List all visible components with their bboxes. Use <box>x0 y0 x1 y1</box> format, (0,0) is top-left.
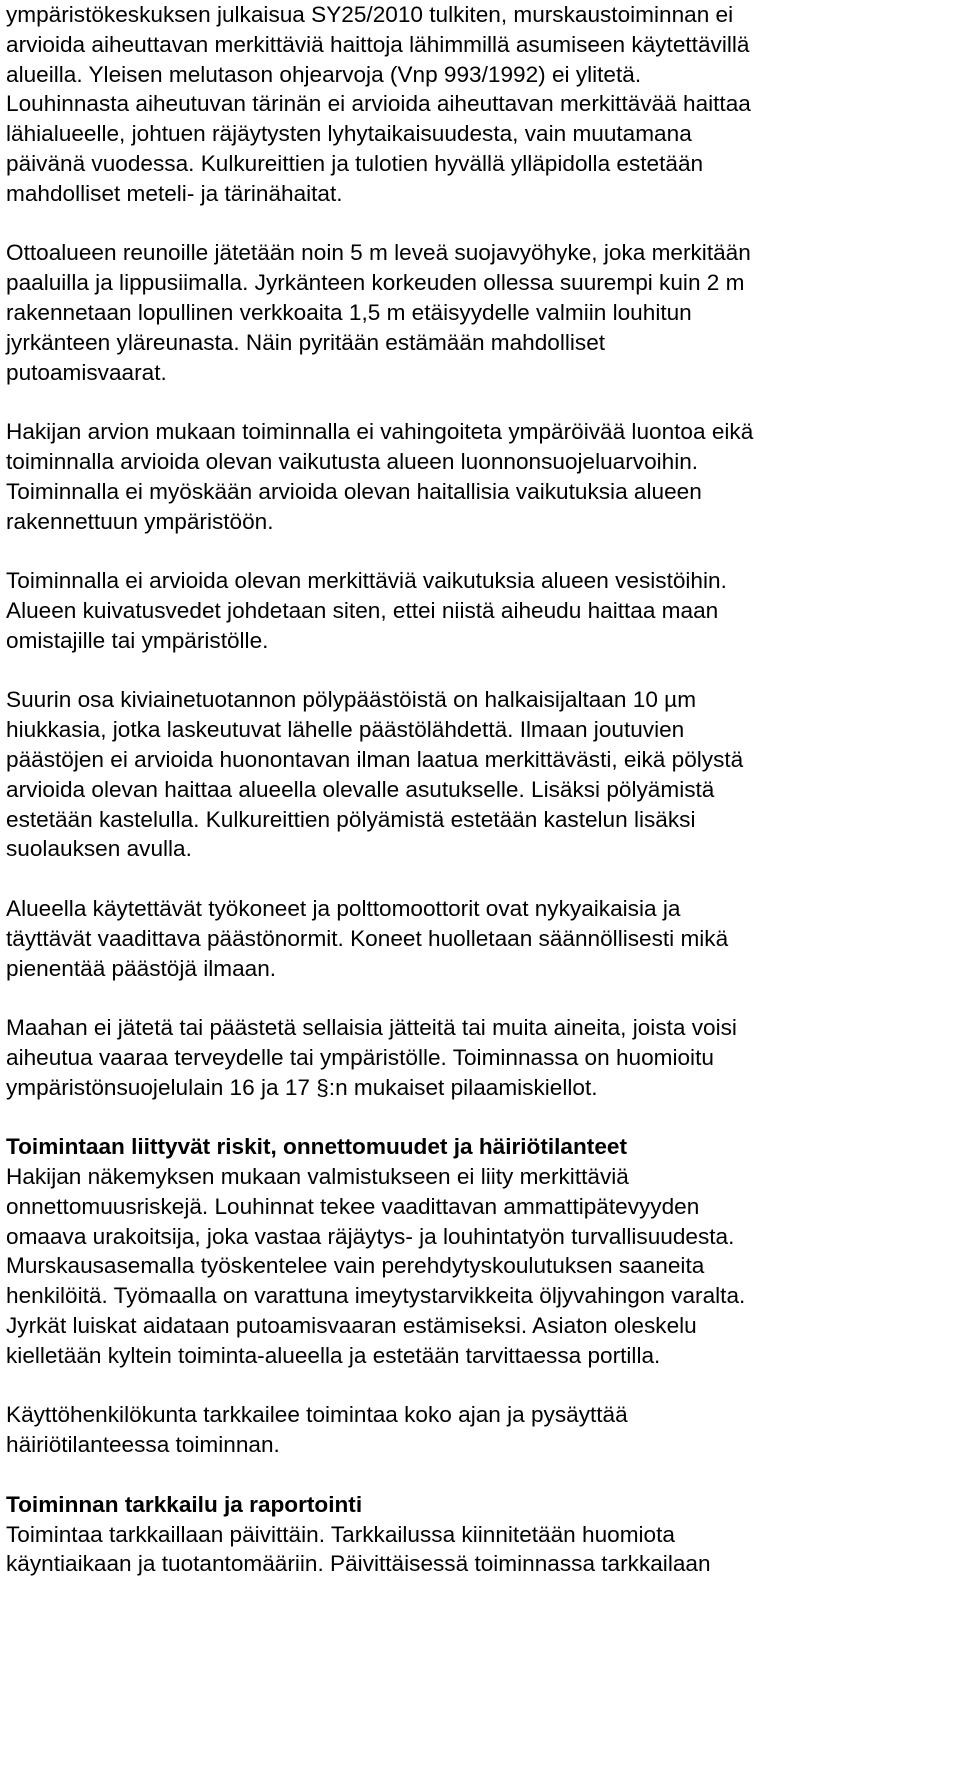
text-line: Käyttöhenkilökunta tarkkailee toimintaa koko ajan ja pysäyttää <box>6 1402 628 1428</box>
paragraph-dust <box>6 685 956 864</box>
paragraph-nature <box>6 417 956 536</box>
document-page <box>6 0 956 1609</box>
text-line: Alueella käytettävät työkoneet ja polttomoottorit ovat nykyaikaisia ja <box>6 895 681 921</box>
section-heading-risks: Toimintaan liittyvät riskit, onnettomuudet ja häiriötilanteet <box>6 1134 627 1160</box>
paragraph-operator-monitoring <box>6 1400 956 1460</box>
text-line: Hakijan näkemyksen mukaan valmistukseen ei liity merkittäviä <box>6 1164 629 1190</box>
text-line: Ottoalueen reunoille jätetään noin 5 m leveä suojavyöhyke, joka merkitään <box>6 240 751 266</box>
text-line: arvioida aiheuttavan merkittäviä haittoja lähimmillä asumiseen käytettävillä <box>6 31 750 57</box>
text-line: estetään kastelulla. Kulkureittien pölyämistä estetään kastelun lisäksi <box>6 806 696 832</box>
text-line: rakennettuun ympäristöön. <box>6 508 274 534</box>
text-line: aiheutua vaaraa terveydelle tai ympäristölle. Toiminnassa on huomioitu <box>6 1044 714 1070</box>
text-line: Alueen kuivatusvedet johdetaan siten, ettei niistä aiheudu haittaa maan <box>6 597 719 623</box>
text-line: jyrkänteen yläreunasta. Näin pyritään estämään mahdolliset <box>6 329 606 355</box>
text-line: putoamisvaarat. <box>6 359 167 385</box>
paragraph-machinery <box>6 894 956 983</box>
text-line: Toimintaa tarkkaillaan päivittäin. Tarkkailussa kiinnitetään huomiota <box>6 1521 675 1547</box>
text-line: Maahan ei jätetä tai päästetä sellaisia jätteitä tai muita aineita, joista voisi <box>6 1015 737 1041</box>
text-line: mahdolliset meteli- ja tärinähaitat. <box>6 180 343 206</box>
paragraph-waste <box>6 1013 956 1102</box>
section-risks <box>6 1132 956 1370</box>
text-line: täyttävät vaadittava päästönormit. Koneet huolletaan säännöllisesti mikä <box>6 925 729 951</box>
text-line: arvioida olevan haittaa alueella olevalle asutukselle. Lisäksi pölyämistä <box>6 776 715 802</box>
text-line: Toiminnalla ei myöskään arvioida olevan haitallisia vaikutuksia alueen <box>6 478 702 504</box>
text-line: Jyrkät luiskat aidataan putoamisvaaran estämiseksi. Asiaton oleskelu <box>6 1313 697 1339</box>
text-line: Murskausasemalla työskentelee vain perehdytyskoulutuksen saaneita <box>6 1253 705 1279</box>
text-line: paaluilla ja lippusiimalla. Jyrkänteen korkeuden ollessa suurempi kuin 2 m <box>6 270 745 296</box>
text-line: onnettomuusriskejä. Louhinnat tekee vaadittavan ammattipätevyyden <box>6 1193 700 1219</box>
text-line: alueilla. Yleisen melutason ohjearvoja (Vnp 993/1992) ei ylitetä. <box>6 61 642 87</box>
text-line: Hakijan arvion mukaan toiminnalla ei vahingoiteta ympäröivää luontoa eikä <box>6 419 754 445</box>
text-line: häiriötilanteessa toiminnan. <box>6 1432 280 1458</box>
text-line: suolauksen avulla. <box>6 836 192 862</box>
section-monitoring <box>6 1490 956 1579</box>
paragraph-noise-vibration <box>6 0 956 209</box>
text-line: kielletään kyltein toiminta-alueella ja estetään tarvittaessa portilla. <box>6 1342 661 1368</box>
text-line: hiukkasia, jotka laskeutuvat lähelle päästölähdettä. Ilmaan joutuvien <box>6 717 685 743</box>
text-line: omaava urakoitsija, joka vastaa räjäytys- ja louhintatyön turvallisuudesta. <box>6 1223 735 1249</box>
section-heading-monitoring: Toiminnan tarkkailu ja raportointi <box>6 1491 363 1517</box>
text-line: käyntiaikaan ja tuotantomääriin. Päivittäisessä toiminnassa tarkkailaan <box>6 1551 711 1577</box>
text-line: lähialueelle, johtuen räjäytysten lyhytaikaisuudesta, vain muutamana <box>6 121 692 147</box>
text-line: Louhinnasta aiheutuvan tärinän ei arvioida aiheuttavan merkittävää haittaa <box>6 91 751 117</box>
text-line: toiminnalla arvioida olevan vaikutusta alueen luonnonsuojeluarvoihin. <box>6 448 699 474</box>
text-line: henkilöitä. Työmaalla on varattuna imeytystarvikkeita öljyvahingon varalta. <box>6 1283 746 1309</box>
text-line: päästöjen ei arvioida huonontavan ilman laatua merkittävästi, eikä pölystä <box>6 746 744 772</box>
text-line: rakennetaan lopullinen verkkoaita 1,5 m etäisyydelle valmiin louhitun <box>6 299 692 325</box>
text-line: päivänä vuodessa. Kulkureittien ja tulotien hyvällä ylläpidolla estetään <box>6 150 704 176</box>
paragraph-waters <box>6 566 956 655</box>
paragraph-safety-zone <box>6 238 956 387</box>
text-line: ympäristökeskuksen julkaisua SY25/2010 tulkiten, murskaustoiminnan ei <box>6 2 734 27</box>
text-line: pienentää päästöjä ilmaan. <box>6 955 277 981</box>
text-line: Suurin osa kiviainetuotannon pölypäästöistä on halkaisijaltaan 10 µm <box>6 687 697 713</box>
text-line: ympäristönsuojelulain 16 ja 17 §:n mukaiset pilaamiskiellot. <box>6 1074 598 1100</box>
text-line: Toiminnalla ei arvioida olevan merkittäviä vaikutuksia alueen vesistöihin. <box>6 568 727 594</box>
text-line: omistajille tai ympäristölle. <box>6 627 269 653</box>
